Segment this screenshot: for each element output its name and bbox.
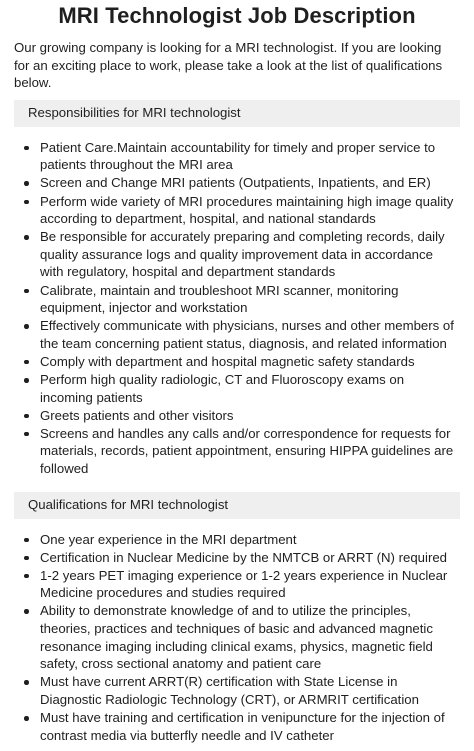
qualifications-heading: Qualifications for MRI technologist: [14, 492, 460, 519]
list-item: Patient Care.Maintain accountability for timely and proper service to patients throughout the MRI area: [14, 139, 460, 174]
list-item: Perform high quality radiologic, CT and Fluoroscopy exams on incoming patients: [14, 371, 460, 406]
job-description-page: [0, 3, 474, 751]
list-item: Must have current ARRT(R) certification with State License in Diagnostic Radiologic Technology (CRT), or ARMRIT certification: [14, 673, 460, 708]
page-title: MRI Technologist Job Description: [58, 3, 416, 28]
list-item: Perform wide variety of MRI procedures maintaining high image quality according to department, hospital, and national standards: [14, 193, 460, 228]
responsibilities-list: [14, 139, 460, 478]
qualifications-list: [14, 531, 460, 745]
list-item: One year experience in the MRI department: [14, 531, 460, 549]
list-item: Ability to demonstrate knowledge of and to utilize the principles, theories, practices and techniques of basic and advanced magnetic resonance imaging including clinical exams, physics, magnetic field safety, cross sectional anatomy and patient care: [14, 602, 460, 672]
list-item: Certification in Nuclear Medicine by the NMTCB or ARRT (N) required: [14, 549, 460, 567]
list-item: Be responsible for accurately preparing and completing records, daily quality assurance logs and quality improvement data in accordance with regulatory, hospital and department standards: [14, 228, 460, 281]
list-item: 1-2 years PET imaging experience or 1-2 years experience in Nuclear Medicine procedures and studies required: [14, 567, 460, 602]
responsibilities-heading: Responsibilities for MRI technologist: [14, 100, 460, 127]
intro-paragraph: Our growing company is looking for a MRI technologist. If you are looking for an exciting place to work, please take a look at the list of qualifications below.: [14, 40, 443, 91]
list-item: Calibrate, maintain and troubleshoot MRI scanner, monitoring equipment, injector and workstation: [14, 282, 460, 317]
list-item: Effectively communicate with physicians, nurses and other members of the team concerning patient status, diagnosis, and related information: [14, 317, 460, 352]
list-item: Screen and Change MRI patients (Outpatients, Inpatients, and ER): [14, 174, 460, 192]
list-item: Comply with department and hospital magnetic safety standards: [14, 353, 460, 371]
list-item: Screens and handles any calls and/or correspondence for requests for materials, records, patient appointment, ensuring HIPPA guidelines are followed: [14, 425, 460, 478]
list-item: Greets patients and other visitors: [14, 407, 460, 425]
list-item: Must have training and certification in venipuncture for the injection of contrast media via butterfly needle and IV catheter: [14, 709, 460, 744]
